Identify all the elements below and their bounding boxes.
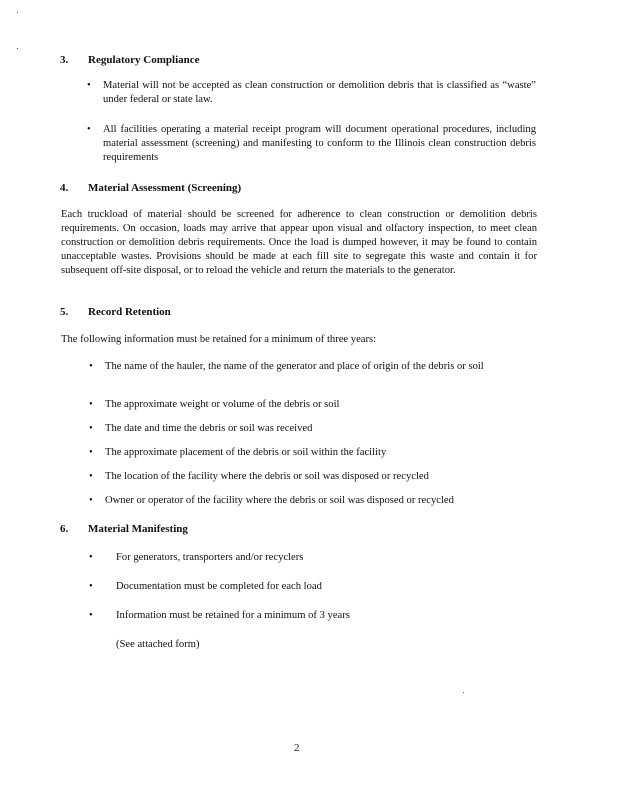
- page-number: 2: [294, 742, 300, 754]
- list-item: [89, 422, 537, 436]
- bullet-icon: •: [89, 361, 93, 372]
- list-item: [89, 398, 537, 412]
- list-item-text: The name of the hauler, the name of the generator and place of origin of the debris or soil: [105, 361, 484, 372]
- list-item-text: Material will not be accepted as clean construction or demolition debris that is classified as “waste” under federal or state law.: [103, 80, 536, 105]
- bullet-icon: •: [89, 495, 93, 506]
- list-item-text: For generators, transporters and/or recyclers: [116, 552, 304, 563]
- bullet-icon: •: [89, 552, 93, 563]
- list-item: [89, 609, 536, 623]
- list-item: [89, 470, 537, 484]
- bullet-icon: •: [89, 447, 93, 458]
- list-item-text: Owner or operator of the facility where the debris or soil was disposed or recycled: [105, 495, 454, 506]
- list-item-text: The date and time the debris or soil was received: [105, 423, 313, 434]
- section-number: 5.: [60, 306, 69, 318]
- bullet-icon: •: [89, 581, 93, 592]
- list-item: [89, 551, 536, 565]
- list-item-text: The approximate weight or volume of the debris or soil: [105, 399, 340, 410]
- section-number: 3.: [60, 54, 69, 66]
- list-item-text: Documentation must be completed for each load: [116, 581, 322, 592]
- section-number: 4.: [60, 182, 69, 194]
- list-item: [89, 360, 537, 374]
- section-number: 6.: [60, 523, 69, 535]
- scan-speck: [17, 12, 18, 13]
- list-item-text: The approximate placement of the debris or soil within the facility: [105, 447, 387, 458]
- section-title: Record Retention: [88, 306, 171, 318]
- bullet-icon: •: [87, 80, 91, 91]
- bullet-icon: •: [89, 399, 93, 410]
- list-item: [87, 79, 536, 107]
- section-5-intro: The following information must be retained for a minimum of three years:: [61, 334, 377, 345]
- section-title: Material Assessment (Screening): [88, 182, 242, 194]
- section-4-paragraph: Each truckload of material should be screened for adherence to clean construction or demolition debris requirements. On occasion, loads may arrive that appear upon visual and olfactory inspection, to meet clean construction or demolition debris requirements. Once the load is dumped however, it may be found to contain unacceptable wastes. Provisions should be made at each fill site to segregate this waste and contain it for subsequent off-site disposal, or to reload the vehicle and return the materials to the generator.: [61, 209, 537, 276]
- scan-speck: [463, 692, 464, 693]
- scan-speck: [17, 48, 18, 49]
- bullet-icon: •: [87, 124, 91, 135]
- list-item: [89, 494, 537, 508]
- list-item-text: Information must be retained for a minimum of 3 years: [116, 610, 350, 621]
- list-item: [87, 123, 536, 165]
- bullet-icon: •: [89, 423, 93, 434]
- list-item: [89, 446, 537, 460]
- bullet-icon: •: [89, 471, 93, 482]
- section-title: Material Manifesting: [88, 523, 188, 535]
- list-item-text: The location of the facility where the debris or soil was disposed or recycled: [105, 471, 429, 482]
- list-item: [89, 580, 536, 594]
- attached-form-note: (See attached form): [116, 639, 200, 650]
- list-item-text: All facilities operating a material receipt program will document operational procedures, including material assessment (screening) and manifesting to conform to the Illinois clean construction debris requirements: [103, 124, 536, 163]
- section-title: Regulatory Compliance: [88, 54, 200, 66]
- bullet-icon: •: [89, 610, 93, 621]
